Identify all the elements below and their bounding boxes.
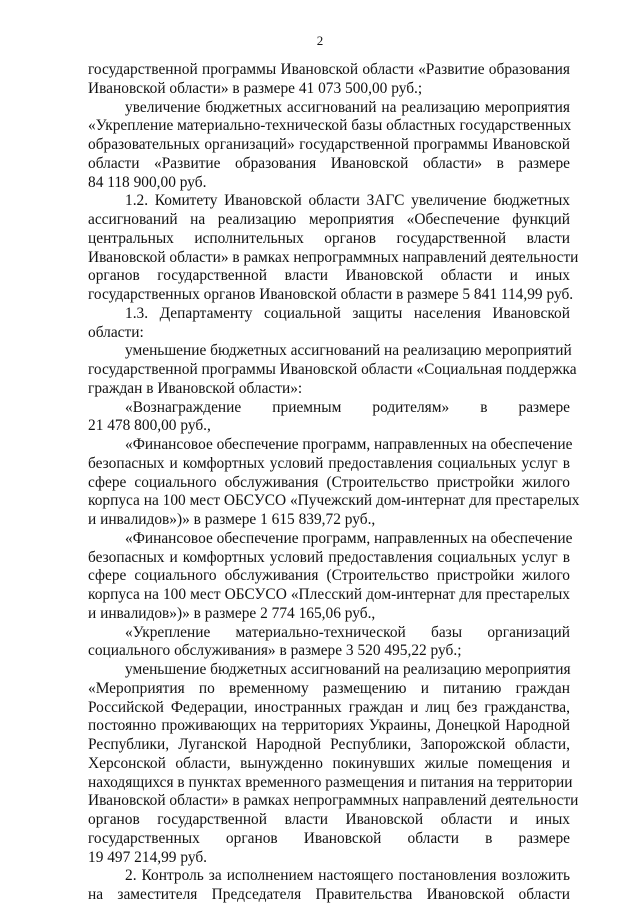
text-line: 84 118 900,00 руб. xyxy=(88,173,207,191)
text-line: корпуса на 100 мест ОБСУСО «Плесский дом-интернат для престарелых xyxy=(88,586,570,603)
text-line: Российской Федерации, иностранных граждан и лиц без гражданства, xyxy=(88,698,570,716)
text-line: области: xyxy=(88,323,144,341)
text-line: государственной программы Ивановской области «Социальная поддержка xyxy=(88,361,577,378)
text-line: безопасных и комфортных условий предоставления социальных услуг в xyxy=(88,548,570,566)
text-line: Ивановской области» в рамках непрограммных направлений деятельности xyxy=(88,792,579,810)
text-line: «Финансовое обеспечение программ, направленных на обеспечение xyxy=(125,529,573,547)
text-line: находящихся в пунктах временного размещения и питания на территории xyxy=(88,773,573,791)
text-line: граждан в Ивановской области»: xyxy=(88,379,303,397)
text-line: «Вознаграждение приемным родителям» в размере xyxy=(125,398,570,416)
text-line: 19 497 214,99 руб. xyxy=(88,848,208,866)
text-line: Ивановской области» в рамках непрограммных направлений деятельности xyxy=(88,248,579,266)
text-line: уменьшение бюджетных ассигнований на реализацию мероприятий xyxy=(125,342,572,360)
text-line: области «Развитие образования Ивановской области» в размере xyxy=(88,154,570,172)
text-line: и инвалидов»)» в размере 2 774 165,06 руб., xyxy=(88,604,376,622)
text-line: корпуса на 100 мест ОБСУСО «Пучежский дом-интернат для престарелых xyxy=(88,492,580,510)
text-line: уменьшение бюджетных ассигнований на реализацию мероприятия xyxy=(125,661,571,678)
text-line: «Укрепление материально-технической базы организаций xyxy=(125,623,570,641)
text-line: «Укрепление материально-технической базы областных государственных xyxy=(88,117,572,135)
text-line: 21 478 800,00 руб., xyxy=(88,417,211,435)
text-line: «Финансовое обеспечение программ, направленных на обеспечение xyxy=(125,436,573,453)
text-line: образовательных организаций» государственной программы Ивановской xyxy=(88,136,570,153)
text-line: на заместителя Председателя Правительства Ивановской области xyxy=(88,886,570,903)
text-line: органов государственной власти Ивановской области и иных xyxy=(88,267,570,285)
text-line: ассигнований на реализацию мероприятия «Обеспечение функций xyxy=(88,211,570,228)
text-line: 1.3. Департаменту социальной защиты населения Ивановской xyxy=(125,304,570,322)
text-line: государственной программы Ивановской области «Развитие образования xyxy=(88,61,570,78)
text-line: сфере социального обслуживания (Строительство пристройки жилого xyxy=(88,567,570,585)
text-line: социального обслуживания» в размере 3 520 495,22 руб.; xyxy=(88,642,462,660)
text-line: Херсонской области, вынужденно покинувших жилые помещения и xyxy=(88,754,570,772)
page-number: 2 xyxy=(316,33,324,48)
text-line: постоянно проживающих на территориях Украины, Донецкой Народной xyxy=(88,717,570,735)
text-line: 2. Контроль за исполнением настоящего постановления возложить xyxy=(125,867,570,885)
text-line: увеличение бюджетных ассигнований на реализацию мероприятия xyxy=(125,98,570,116)
text-line: сфере социального обслуживания (Строительство пристройки жилого xyxy=(88,473,570,491)
text-line: Республики, Луганской Народной Республики, Запорожской области, xyxy=(88,736,570,753)
text-line: Ивановской области» в размере 41 073 500,00 руб.; xyxy=(88,79,423,97)
text-line: безопасных и комфортных условий предоставления социальных услуг в xyxy=(88,454,570,472)
text-line: органов государственной власти Ивановской области и иных xyxy=(88,811,570,828)
text-line: и инвалидов»)» в размере 1 615 839,72 руб., xyxy=(88,511,376,528)
text-line: государственных органов Ивановской области в размере 5 841 114,99 руб. xyxy=(88,286,574,303)
text-line: «Мероприятия по временному размещению и питанию граждан xyxy=(88,679,570,697)
text-line: центральных исполнительных органов государственной власти xyxy=(88,229,570,247)
text-line: 1.2. Комитету Ивановской области ЗАГС увеличение бюджетных xyxy=(125,192,570,210)
text-line: государственных органов Ивановской области в размере xyxy=(88,829,570,847)
